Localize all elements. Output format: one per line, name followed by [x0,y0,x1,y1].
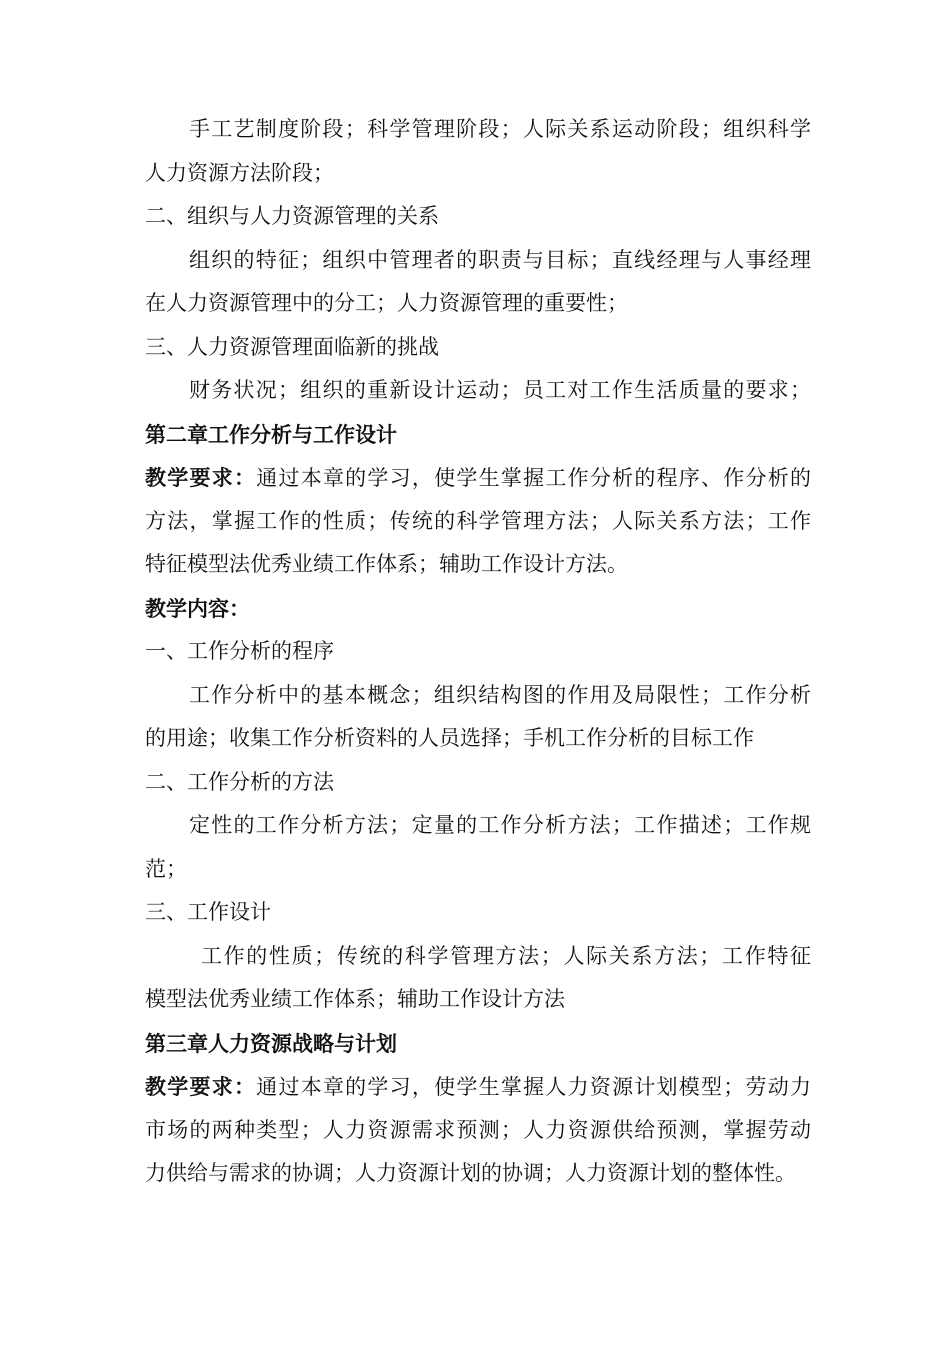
paragraph-line: 市场的两种类型；人力资源需求预测；人力资源供给预测，掌握劳动 [145,1117,811,1142]
paragraph-line: 模型法优秀业绩工作体系；辅助工作设计方法 [145,987,565,1011]
paragraph-line: 工作分析中的基本概念；组织结构图的作用及局限性；工作分析 [189,682,811,707]
paragraph-line: 方法，掌握工作的性质；传统的科学管理方法；人际关系方法；工作 [145,508,811,533]
label-teaching-requirements: 教学要求： [145,465,257,490]
paragraph-line: 手工艺制度阶段；科学管理阶段；人际关系运动阶段；组织科学 [189,117,811,141]
paragraph-line: 在人力资源管理中的分工；人力资源管理的重要性； [145,291,628,315]
label-teaching-requirements: 教学要求： [145,1074,257,1099]
paragraph-line: 财务状况；组织的重新设计运动；员工对工作生活质量的要求； [189,378,811,402]
section-heading: 二、组织与人力资源管理的关系 [145,204,439,228]
section-heading: 三、人力资源管理面临新的挑战 [145,334,439,359]
paragraph-text: 通过本章的学习，使学生掌握工作分析的程序、作分析的 [256,466,812,490]
section-heading: 三、工作设计 [145,900,271,924]
chapter-title: 第三章人力资源战略与计划 [145,1030,397,1056]
paragraph-line: 组织的特征；组织中管理者的职责与目标；直线经理与人事经理 [189,247,811,272]
section-heading: 一、工作分析的程序 [145,639,334,663]
paragraph-line: 特征模型法优秀业绩工作体系；辅助工作设计方法。 [145,552,628,576]
paragraph-line: 范； [145,856,187,881]
paragraph-line: 定性的工作分析方法；定量的工作分析方法；工作描述；工作规 [189,813,811,837]
paragraph-line: 的用途；收集工作分析资料的人员选择；手机工作分析的目标工作 [145,726,754,750]
paragraph-line [145,456,811,500]
paragraph-text: 通过本章的学习，使学生掌握人力资源计划模型；劳动力 [256,1075,812,1099]
paragraph-line: 人力资源方法阶段； [145,160,334,185]
paragraph-line: 力供给与需求的协调；人力资源计划的协调；人力资源计划的整体性。 [145,1161,796,1185]
section-heading: 二、工作分析的方法 [145,769,334,794]
paragraph-line [145,1065,811,1109]
document-page [145,108,811,1196]
label-teaching-content: 教学内容： [145,595,250,621]
paragraph-line: 工作的性质；传统的科学管理方法；人际关系方法；工作特征 [201,943,811,968]
chapter-title: 第二章工作分析与工作设计 [145,421,397,447]
